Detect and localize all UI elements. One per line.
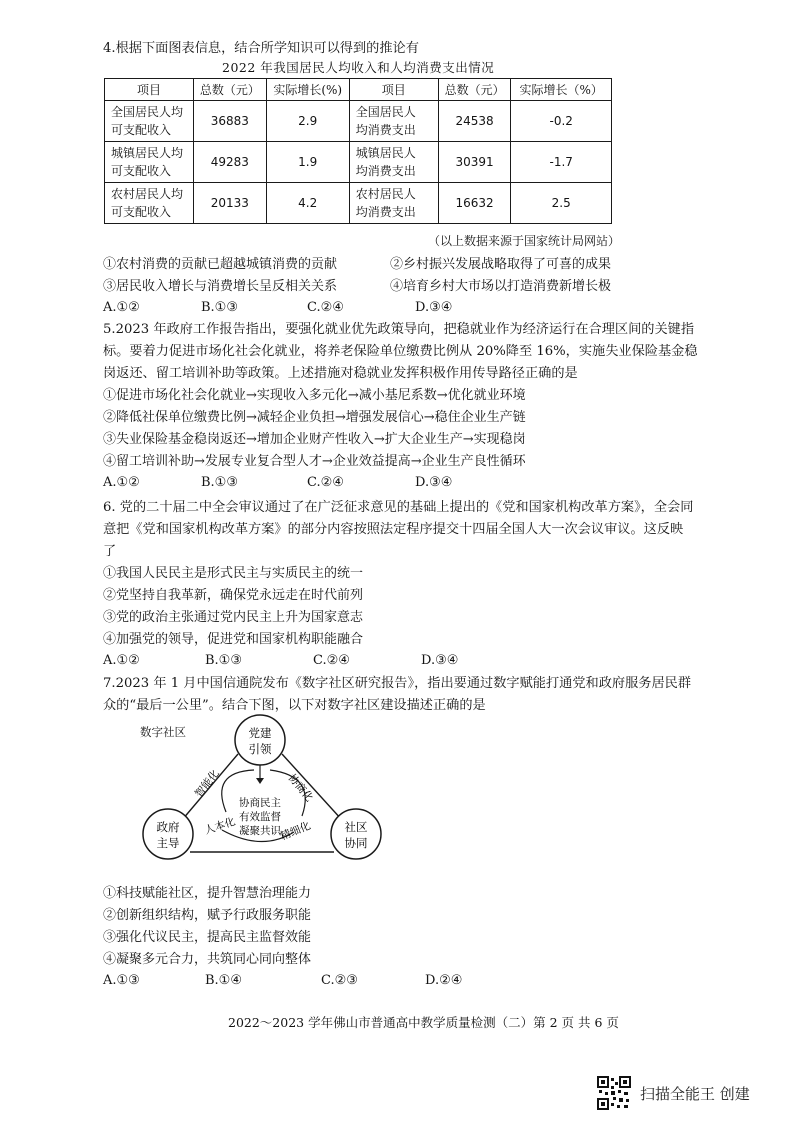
node-right-text: 社区 — [344, 820, 368, 834]
table-source-note: （以上数据来源于国家统计局网站） — [428, 234, 621, 248]
option-b: B.①③ — [201, 300, 238, 315]
table-cell: 49283 — [194, 142, 267, 183]
q7-statement-4: ④凝聚多元合力，共筑同心同向整体 — [103, 952, 312, 967]
table-cell: 4.2 — [266, 183, 349, 224]
table-header-row — [105, 79, 612, 101]
income-consumption-table — [104, 78, 612, 224]
q6-options — [103, 653, 458, 668]
table-cell-item: 农村居民人 均消费支出 — [349, 183, 438, 224]
q6-statement-3: ③党的政治主张通过党内民主上升为国家意志 — [103, 610, 364, 625]
table-cell: 1.9 — [266, 142, 349, 183]
q5-stem-line-3: 岗返还、留工培训补助等政策。上述措施对稳就业发挥积极作用传导路径正确的是 — [103, 366, 578, 381]
q7-stem-line-2: 众的“最后一公里”。结合下图，以下对数字社区建设描述正确的是 — [103, 698, 486, 713]
diagram-label: 数字社区 — [140, 725, 186, 739]
q6-statement-2: ②党坚持自我革新，确保党永远走在时代前列 — [103, 588, 364, 603]
table-cell: 30391 — [438, 142, 511, 183]
table-cell: 36883 — [194, 101, 267, 142]
option-b: B.①④ — [205, 973, 242, 988]
table-cell-item: 农村居民人均 可支配收入 — [105, 183, 194, 224]
node-top-text: 党建 — [248, 726, 272, 740]
center-text: 协商民主 — [239, 797, 281, 809]
option-c: C.②④ — [307, 300, 344, 315]
table-header: 项目 — [349, 79, 438, 101]
table-row — [105, 101, 612, 142]
page-footer: 2022～2023 学年佛山市普通高中教学质量检测（二）第 2 页 共 6 页 — [228, 1015, 619, 1030]
option-d: D.③④ — [415, 475, 453, 490]
q6-stem-line-3: 了 — [103, 544, 117, 559]
arc-label-bottom-left: 人本化 — [203, 815, 237, 837]
node-top-text: 引领 — [248, 742, 272, 756]
node-right-text: 协同 — [344, 836, 368, 850]
option-d: D.②④ — [425, 973, 463, 988]
table-cell: 2.9 — [266, 101, 349, 142]
q5-stem-line-1: 5.2023 年政府工作报告指出，要强化就业优先政策导向，把稳就业作为经济运行在合理区间的关键指 — [103, 322, 695, 337]
q5-statement-3: ③失业保险基金稳岗返还→增加企业财产性收入→扩大企业生产→实现稳岗 — [103, 432, 526, 447]
option-b: B.①③ — [201, 475, 238, 490]
table-cell: 2.5 — [511, 183, 612, 224]
q7-options — [103, 973, 462, 988]
table-header: 项目 — [105, 79, 194, 101]
scanner-watermark: 扫描全能王 创建 — [640, 1085, 750, 1103]
option-c: C.②④ — [313, 653, 350, 668]
q4-statement-3: ③居民收入增长与消费增长呈反相关关系 — [103, 279, 338, 294]
table-row — [105, 142, 612, 183]
center-text: 有效监督 — [239, 811, 281, 823]
option-c: C.②④ — [307, 475, 344, 490]
option-d: D.③④ — [421, 653, 459, 668]
table-row — [105, 183, 612, 224]
option-a: A.①③ — [103, 973, 140, 988]
table-header: 总数（元） — [438, 79, 511, 101]
digital-community-diagram — [130, 712, 390, 880]
table-header: 实际增长（%） — [511, 79, 612, 101]
q5-statement-2: ②降低社保单位缴费比例→减轻企业负担→增强发展信心→稳住企业生产链 — [103, 410, 526, 425]
option-d: D.③④ — [415, 300, 453, 315]
option-a: A.①② — [103, 300, 140, 315]
q4-statement-4: ④培育乡村大市场以打造消费新增长极 — [390, 279, 612, 294]
center-text: 凝聚共识 — [239, 825, 281, 837]
table-title: 2022 年我国居民人均收入和人均消费支出情况 — [222, 60, 495, 75]
arc-label-bottom-right: 精细化 — [278, 819, 313, 843]
option-a: A.①② — [103, 475, 140, 490]
table-cell-item: 全国居民人 均消费支出 — [349, 101, 438, 142]
node-party-building — [235, 715, 285, 765]
q6-statement-1: ①我国人民民主是形式民主与实质民主的统一 — [103, 566, 364, 581]
q6-statement-4: ④加强党的领导，促进党和国家机构职能融合 — [103, 632, 364, 647]
arc-label-right: 协商化 — [285, 772, 316, 805]
arc-label-left: 智能化 — [192, 767, 222, 800]
table-header: 总数（元） — [194, 79, 267, 101]
table-cell: -1.7 — [511, 142, 612, 183]
connector-line — [282, 754, 342, 820]
table-cell: -0.2 — [511, 101, 612, 142]
q5-statement-4: ④留工培训补助→发展专业复合型人才→企业效益提高→企业生产良性循环 — [103, 454, 526, 469]
q4-options — [103, 300, 452, 315]
node-government — [143, 809, 193, 859]
q6-stem-line-1: 6. 党的二十届二中全会审议通过了在广泛征求意见的基础上提出的《党和国家机构改革方案》，全会同 — [103, 500, 694, 515]
qr-code-icon — [597, 1076, 631, 1110]
table-cell-item: 全国居民人均 可支配收入 — [105, 101, 194, 142]
q4-statement-1: ①农村消费的贡献已超越城镇消费的贡献 — [103, 257, 338, 272]
q4-stem: 4.根据下面图表信息，结合所学知识可以得到的推论有 — [103, 41, 419, 56]
option-b: B.①③ — [205, 653, 242, 668]
q4-statement-2: ②乡村振兴发展战略取得了可喜的成果 — [390, 257, 612, 272]
table-cell-item: 城镇居民人 均消费支出 — [349, 142, 438, 183]
node-left-text: 主导 — [156, 836, 180, 850]
table-cell: 24538 — [438, 101, 511, 142]
node-community — [331, 809, 381, 859]
node-left-text: 政府 — [156, 820, 180, 834]
table-cell: 16632 — [438, 183, 511, 224]
table-cell-item: 城镇居民人均 可支配收入 — [105, 142, 194, 183]
q7-stem-line-1: 7.2023 年 1 月中国信通院发布《数字社区研究报告》，指出要通过数字赋能打通党和政府服务居民群 — [103, 676, 692, 691]
option-c: C.②③ — [321, 973, 358, 988]
option-a: A.①② — [103, 653, 140, 668]
q7-statement-3: ③强化代议民主，提高民主监督效能 — [103, 930, 312, 945]
table-header: 实际增长(%) — [266, 79, 349, 101]
table-cell: 20133 — [194, 183, 267, 224]
q5-statement-1: ①促进市场化社会化就业→实现收入多元化→减小基尼系数→优化就业环境 — [103, 388, 526, 403]
q5-stem-line-2: 标。要着力促进市场化社会化就业，将养老保险单位缴费比例从 20%降至 16%，实施失业保险基金稳 — [103, 344, 698, 359]
arrow-head — [256, 778, 264, 784]
q5-options — [103, 475, 452, 490]
q6-stem-line-2: 意把《党和国家机构改革方案》的部分内容按照法定程序提交十四届全国人大一次会议审议。这反映 — [103, 522, 684, 537]
q7-statement-1: ①科技赋能社区，提升智慧治理能力 — [103, 886, 312, 901]
q7-statement-2: ②创新组织结构，赋予行政服务职能 — [103, 908, 312, 923]
